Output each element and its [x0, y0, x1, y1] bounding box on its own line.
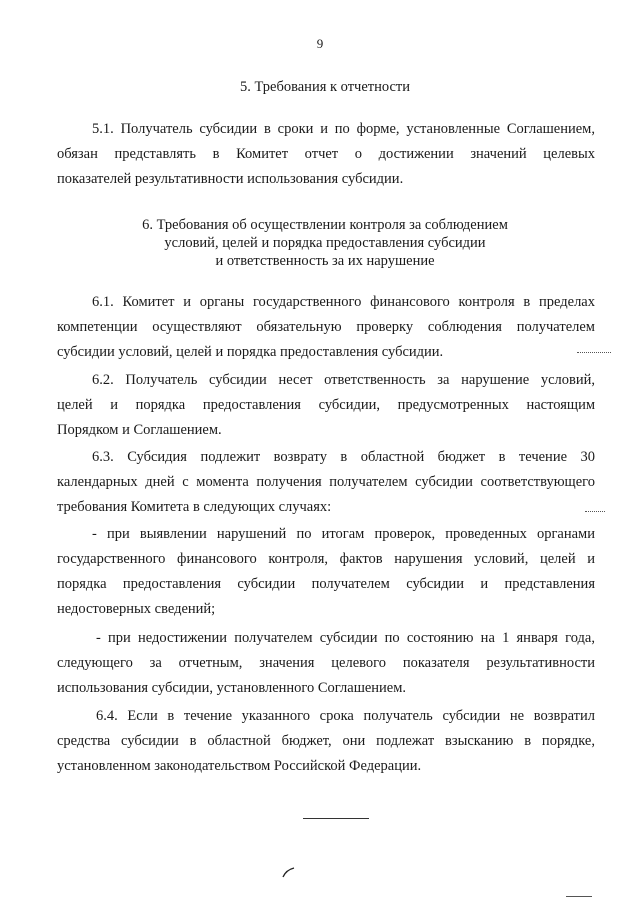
- end-divider: [303, 818, 369, 819]
- paragraph-5-1-line-2: обязан представлять в Комитет отчет о достижении значений целевых: [57, 146, 595, 162]
- paragraph-5-1-line-1: 5.1. Получатель субсидии в сроки и по форме, установленные Соглашением,: [92, 121, 595, 137]
- paragraph-6-3-case-2-line-3: использования субсидии, установленного Соглашением.: [57, 680, 407, 696]
- paragraph-6-1-line-2: компетенции осуществляют обязательную проверку соблюдения получателем: [57, 319, 595, 335]
- paragraph-6-3-case-1-line-4: недостоверных сведений;: [57, 601, 216, 617]
- paragraph-6-3-case-1-line-2: государственного финансового контроля, фактов нарушения условий, целей и: [57, 551, 595, 567]
- paragraph-6-3-case-1-line-3: порядка предоставления субсидии получателем субсидии и представления: [57, 576, 595, 592]
- scan-speck-2: [585, 511, 605, 512]
- section-6-title-line-1: 6. Требования об осуществлении контроля за соблюдением: [142, 217, 508, 233]
- paragraph-6-3-case-2-line-2: следующего за отчетным, значения целевого показателя результативности: [57, 655, 595, 671]
- paragraph-6-2-line-2: целей и порядка предоставления субсидии, предусмотренных настоящим: [57, 397, 595, 413]
- paragraph-6-3-case-1-line-1: - при выявлении нарушений по итогам проверок, проведенных органами: [92, 526, 595, 542]
- paragraph-6-4-line-1: 6.4. Если в течение указанного срока получатель субсидии не возвратил: [96, 708, 595, 724]
- paragraph-6-3-line-2: календарных дней с момента получения получателем субсидии соответствующего: [57, 474, 595, 490]
- paragraph-6-2-line-3: Порядком и Соглашением.: [57, 422, 222, 438]
- scan-speck-3: [566, 896, 592, 897]
- section-6-title-line-3: и ответственность за их нарушение: [215, 253, 435, 269]
- paragraph-6-3-case-2-line-1: - при недостижении получателем субсидии по состоянию на 1 января года,: [96, 630, 595, 646]
- pen-mark: [282, 866, 296, 878]
- section-5-title: 5. Требования к отчетности: [239, 79, 411, 95]
- paragraph-5-1-line-3: показателей результативности использования субсидии.: [57, 171, 404, 187]
- section-6-title-line-2: условий, целей и порядка предоставления субсидии: [164, 235, 486, 251]
- page-number: 9: [316, 36, 324, 51]
- paragraph-6-1-line-3: субсидии условий, целей и порядка предоставления субсидии.: [57, 344, 444, 360]
- paragraph-6-1-line-1: 6.1. Комитет и органы государственного финансового контроля в пределах: [92, 294, 595, 310]
- paragraph-6-4-line-3: установленном законодательством Российской Федерации.: [57, 758, 422, 774]
- paragraph-6-3-line-3: требования Комитета в следующих случаях:: [57, 499, 332, 515]
- paragraph-6-4-line-2: средства субсидии в областной бюджет, они подлежат взысканию в порядке,: [57, 733, 595, 749]
- paragraph-6-3-line-1: 6.3. Субсидия подлежит возврату в областной бюджет в течение 30: [92, 449, 595, 465]
- scan-speck-1: [577, 352, 611, 353]
- paragraph-6-2-line-1: 6.2. Получатель субсидии несет ответственность за нарушение условий,: [92, 372, 595, 388]
